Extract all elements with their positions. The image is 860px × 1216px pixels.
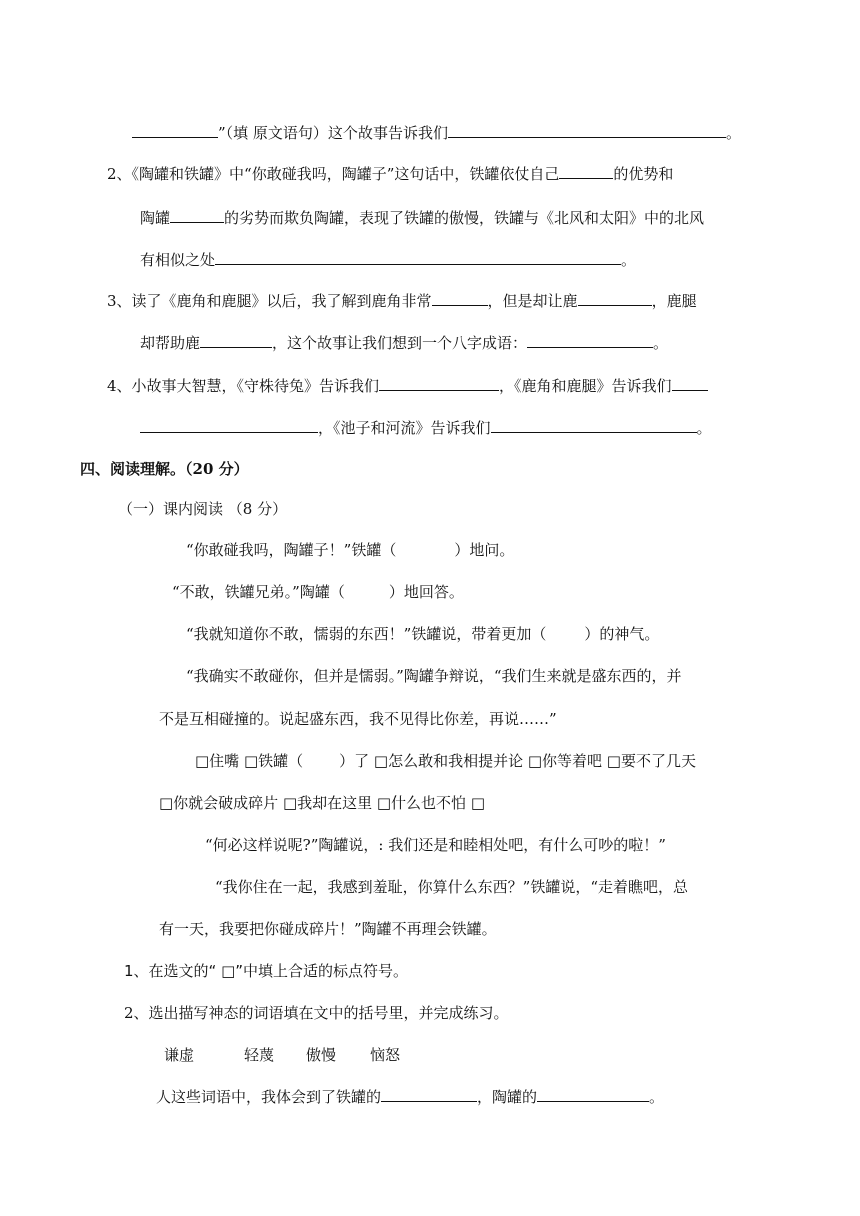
text: “不敢，铁罐兄弟。”陶罐（ <box>172 583 345 601</box>
passage-line8 <box>205 834 666 856</box>
text: ，陶罐的 <box>477 1088 538 1106</box>
answer-blank[interactable] <box>559 162 613 179</box>
text: □你就会破成碎片 □我却在这里 □什么也不怕 □ <box>159 794 485 812</box>
text: ，这个故事让我们想到一个八字成语： <box>272 334 528 352</box>
subsection-title: （一）课内阅读 （8 分） <box>118 500 288 518</box>
text: 陶罐 <box>140 209 171 227</box>
answer-blank[interactable] <box>170 206 224 223</box>
text: ）地问。 <box>454 541 515 559</box>
text: 有相似之处 <box>140 251 216 269</box>
q3-item3-line1 <box>107 289 697 312</box>
q3-item2-line1 <box>107 162 673 185</box>
text: 。 <box>725 124 741 142</box>
answer-blank[interactable] <box>448 121 726 138</box>
passage-line10 <box>159 918 497 940</box>
answer-blank[interactable] <box>432 289 488 306</box>
text: 的优势和 <box>613 165 674 183</box>
text: □住嘴 □铁罐（ <box>195 752 304 770</box>
text: “我确实不敢碰你，但并是懦弱。”陶罐争辩说，“我们生来就是盛东西的，并 <box>186 667 682 685</box>
text: 。 <box>696 419 712 437</box>
text: “何必这样说呢?”陶罐说，: 我们还是和睦相处吧，有什么可吵的啦！” <box>205 836 666 854</box>
passage-line2 <box>172 581 464 603</box>
answer-blank[interactable] <box>140 416 318 433</box>
text: “你敢碰我吗，陶罐子！”铁罐（ <box>186 541 397 559</box>
section-title: 四、阅读理解。（20 分） <box>80 460 249 478</box>
text: 。 <box>649 1088 665 1106</box>
passage-line7 <box>159 792 485 814</box>
word-item: 傲慢 <box>306 1046 337 1064</box>
q3-item4-line1 <box>107 374 708 397</box>
text: 人这些词语中，我体会到了铁罐的 <box>156 1088 382 1106</box>
answer-blank[interactable] <box>379 374 499 391</box>
q3-item3-line2 <box>140 331 668 354</box>
answer-blank[interactable] <box>537 1085 649 1102</box>
text: 的劣势而欺负陶罐，表现了铁罐的傲慢，铁罐与《北风和太阳》中的北风 <box>224 209 705 227</box>
word-item: 谦虚 <box>164 1046 195 1064</box>
text: 3、读了《鹿角和鹿腿》以后，我了解到鹿角非常 <box>107 292 432 310</box>
text: 不是互相碰撞的。说起盛东西，我不见得比你差，再说……” <box>159 710 557 728</box>
passage-line4 <box>186 665 682 687</box>
task2-answer-line <box>156 1085 664 1108</box>
answer-blank[interactable] <box>215 248 621 265</box>
text: 。 <box>653 334 669 352</box>
task2: 2、选出描写神态的词语填在文中的括号里，并完成练习。 <box>124 1004 509 1022</box>
q3-item4-line2 <box>140 416 712 439</box>
text: ，但是却让鹿 <box>487 292 578 310</box>
passage-line1 <box>186 539 514 561</box>
text: “我就知道你不敢，懦弱的东西！”铁罐说，带着更加（ <box>186 625 547 643</box>
answer-blank[interactable] <box>200 331 272 348</box>
answer-blank[interactable] <box>132 121 218 138</box>
word-list <box>164 1044 400 1066</box>
text: ）地回答。 <box>388 583 464 601</box>
word-item: 恼怒 <box>370 1046 401 1064</box>
text: 。 <box>621 251 637 269</box>
answer-blank[interactable] <box>381 1085 477 1102</box>
passage-line9 <box>215 876 688 898</box>
text: 2、《陶罐和铁罐》中“你敢碰我吗，陶罐子”这句话中，铁罐依仗自己 <box>107 165 560 183</box>
text: ，《池子和河流》告诉我们 <box>318 419 491 437</box>
passage-line3 <box>186 623 659 645</box>
answer-blank[interactable] <box>672 374 708 391</box>
text: “我你住在一起，我感到羞耻，你算什么东西？”铁罐说，“走着瞧吧，总 <box>215 878 689 896</box>
answer-blank[interactable] <box>578 289 652 306</box>
text: ，鹿腿 <box>651 292 697 310</box>
answer-blank[interactable] <box>527 331 653 348</box>
task1: 1、在选文的“ □”中填上合适的标点符号。 <box>124 962 409 980</box>
text: ）了 □怎么敢和我相提并论 □你等着吧 □要不了几天 <box>339 752 696 770</box>
answer-blank[interactable] <box>491 416 697 433</box>
text: ”（填 原文语句）这个故事告诉我们 <box>218 124 448 142</box>
q3-item2-line3 <box>140 248 636 271</box>
text: 4、小故事大智慧，《守株待兔》告诉我们 <box>107 377 380 395</box>
text: 有一天，我要把你碰成碎片！”陶罐不再理会铁罐。 <box>159 920 497 938</box>
text: ，《鹿角和鹿腿》告诉我们 <box>499 377 672 395</box>
text: ）的神气。 <box>584 625 660 643</box>
q3-item2-line2 <box>140 206 704 229</box>
word-item: 轻蔑 <box>244 1046 275 1064</box>
passage-line6 <box>195 750 696 772</box>
text: 却帮助鹿 <box>140 334 201 352</box>
passage-line5 <box>159 708 557 730</box>
q3-line0 <box>132 121 741 144</box>
